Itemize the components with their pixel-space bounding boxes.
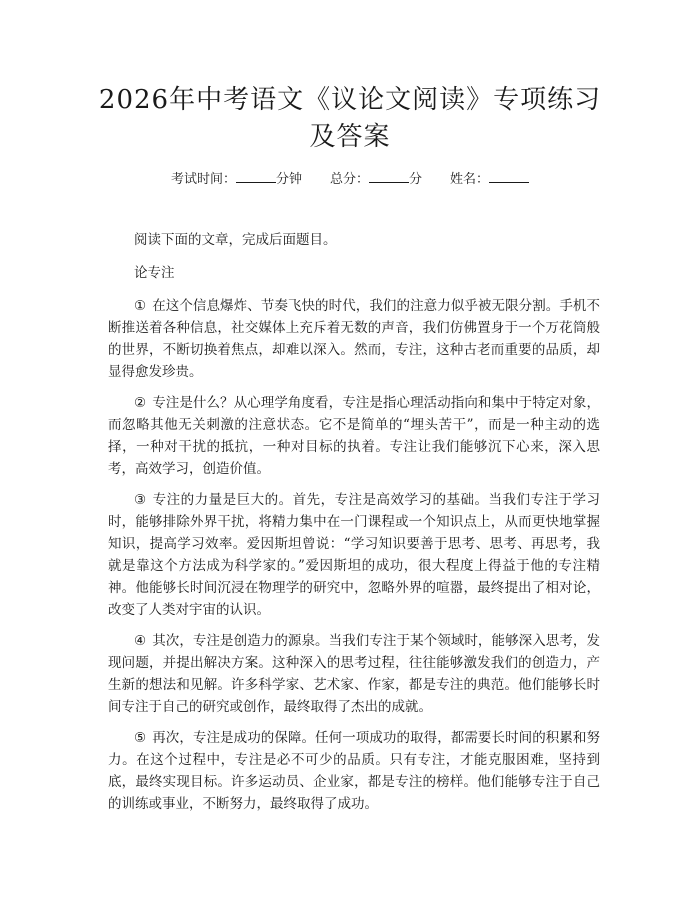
score-label: 总分： [329, 172, 369, 187]
exam-info-line [0, 170, 700, 189]
paragraph-2 [108, 392, 600, 480]
time-label: 考试时间： [170, 172, 236, 187]
paragraph-number: ③ [134, 492, 147, 508]
name-label: 姓名： [450, 172, 490, 187]
paragraph-3 [108, 489, 600, 621]
document-title: 2026年中考语文《议论文阅读》专项练习及答案 [98, 85, 602, 152]
paragraph-4 [108, 630, 600, 718]
paragraph-5 [108, 727, 600, 815]
score-unit: 分 [409, 172, 423, 187]
paragraph-number: ② [134, 395, 147, 411]
paragraph-number: ⑤ [134, 730, 147, 746]
essay-title: 论专注 [134, 265, 175, 281]
paragraph-1 [108, 295, 600, 383]
paragraph-text: 专注的力量是巨大的。首先，专注是高效学习的基础。当我们专注于学习时，能够排除外界干扰，将精力集中在一门课程或一个知识点上，从而更快地掌握知识，提高学习效率。爱因斯坦曾说：“学习知识要善于思考、思考、再思考，我就是靠这个方法成为科学家的。”爱因斯坦的成功，很大程度上得益于他的专注精神。他能够长时间沉浸在物理学的研究中，忽略外界的喧嚣，最终提出了相对论，改变了人类对宇宙的认识。 [108, 492, 601, 618]
paragraph-text: 其次，专注是创造力的源泉。当我们专注于某个领域时，能够深入思考，发现问题，并提出解决方案。这种深入的思考过程，往往能够激发我们的创造力，产生新的想法和见解。许多科学家、艺术家、作家，都是专注的典范。他们能够长时间专注于自己的研究或创作，最终取得了杰出的成就。 [108, 633, 601, 715]
time-unit: 分钟 [275, 172, 302, 187]
paragraph-text: 在这个信息爆炸、节奏飞快的时代，我们的注意力似乎被无限分割。手机不断推送着各种信息，社交媒体上充斥着无数的声音，我们仿佛置身于一个万花筒般的世界，不断切换着焦点，却难以深入。然而，专注，这种古老而重要的品质，却显得愈发珍贵。 [108, 298, 601, 380]
score-blank [369, 170, 409, 183]
paragraph-text: 专注是什么？从心理学角度看，专注是指心理活动指向和集中于特定对象，而忽略其他无关刺激的注意状态。它不是简单的“埋头苦干”，而是一种主动的选择，一种对干扰的抵抗，一种对目标的执着。专注让我们能够沉下心来，深入思考，高效学习，创造价值。 [108, 395, 601, 477]
paragraph-text: 再次，专注是成功的保障。任何一项成功的取得，都需要长时间的积累和努力。在这个过程中，专注是必不可少的品质。只有专注，才能克服困难，坚持到底，最终实现目标。许多运动员、企业家，都是专注的榜样。他们能够专注于自己的训练或事业，不断努力，最终取得了成功。 [108, 730, 601, 812]
time-blank [236, 170, 276, 183]
reading-passage [108, 229, 600, 824]
paragraph-number: ④ [134, 633, 147, 649]
paragraph-number: ① [134, 298, 147, 314]
instruction-text: 阅读下面的文章，完成后面题目。 [134, 232, 337, 248]
name-blank [489, 170, 529, 183]
